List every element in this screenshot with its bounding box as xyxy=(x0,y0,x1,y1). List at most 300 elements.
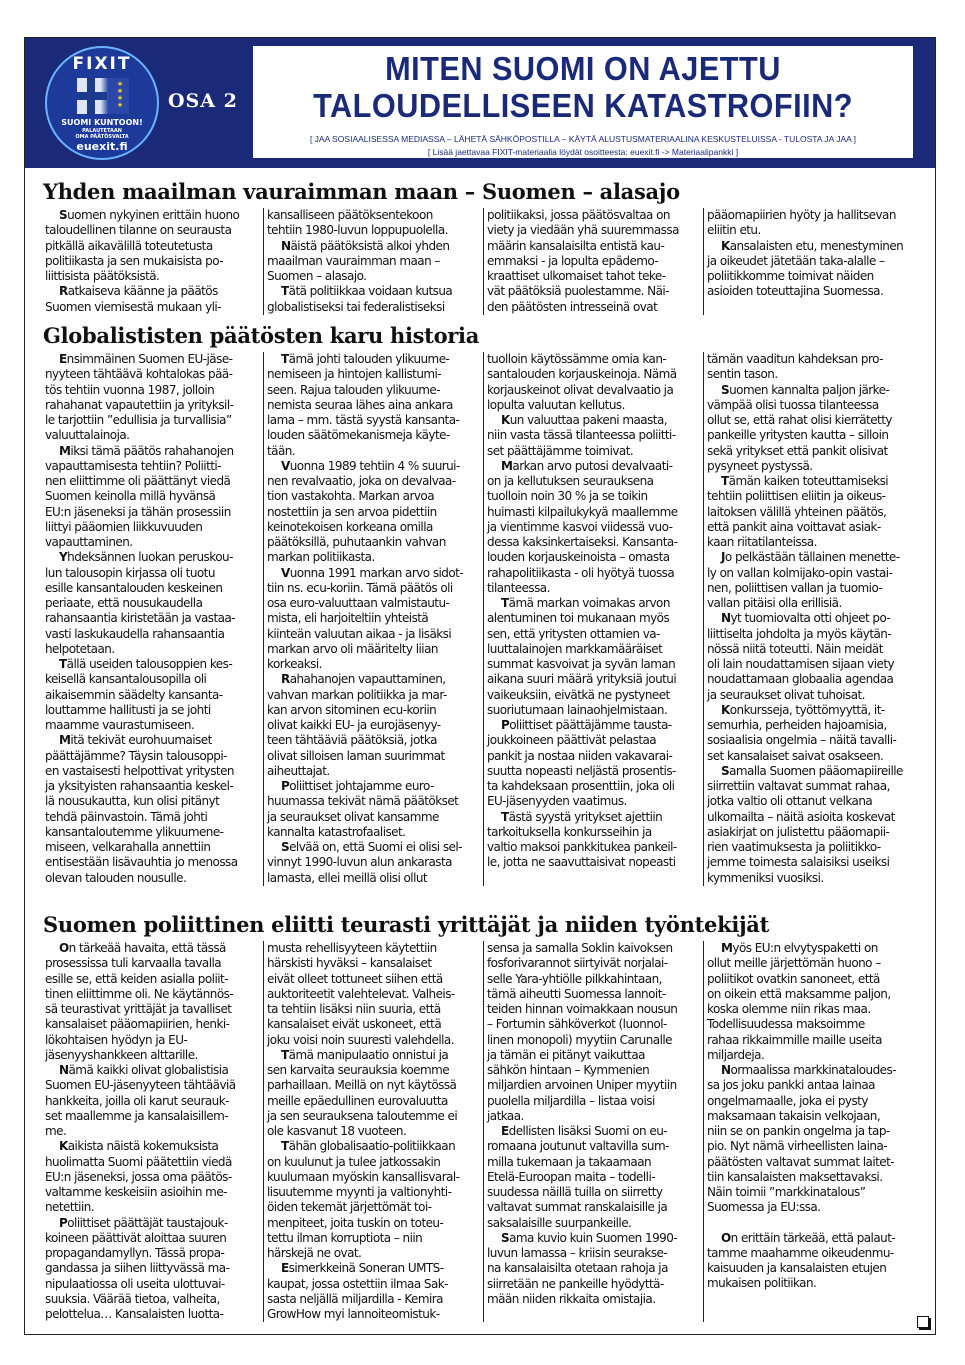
paragraph-line: nen eliittimme oli päättänyt viedä xyxy=(45,474,231,488)
paragraph-line: suudessa näillä tuilla on siirretty xyxy=(487,1185,663,1199)
paragraph-line: Sama kuvio kuin Suomen 1990- xyxy=(501,1230,678,1245)
paragraph-line: valtavat summat ranskalaisille ja xyxy=(487,1200,668,1215)
paragraph-line: Suomen kannalta paljon järke- xyxy=(721,382,890,397)
paragraph-line: nemista seuraa lähes aina ankara xyxy=(267,397,453,412)
paragraph-line: gandassa ja siihen liittyvässä ma- xyxy=(45,1261,230,1276)
paragraph-line: eivät olleet tottuneet siihen että xyxy=(267,971,443,986)
paragraph-line: EU:n jäseneksi ja tähän prosessiin xyxy=(45,504,231,519)
paragraph-line: Suomen nykyinen erittäin huono xyxy=(59,208,240,222)
paragraph-line: suuksia. Väärää tietoa, valheita, xyxy=(45,1291,220,1306)
paragraph-line: summat kasvoivat ja syvän laman xyxy=(487,657,676,671)
paragraph-line: tehdä päinvastoin. Tämä johti xyxy=(45,809,208,824)
paragraph-line: keinotekoisen korkeana omilla xyxy=(267,519,433,534)
paragraph-line: härskejä ne ovat. xyxy=(267,1246,362,1260)
paragraph-line: Rahahanojen vapauttaminen, xyxy=(281,672,446,687)
paragraph-line: louden korjauskeinoista – omasta xyxy=(487,550,670,565)
paragraph-line: nostettiin ja sen arvoa pidettiin xyxy=(267,504,437,519)
paragraph-line: valtamme keskeisiin asioihin me- xyxy=(45,1185,227,1199)
paragraph-line: On tärkeää havaita, että tässä xyxy=(59,941,226,955)
paragraph-line: sekä yritykset että pankit olisivat xyxy=(707,443,888,458)
paragraph-line: sen, että yritysten ottamien va- xyxy=(487,626,660,641)
paragraph-line: tiin kansalaisten maksettavaksi. xyxy=(707,1169,883,1184)
logo-url: euexit.fi xyxy=(76,140,128,153)
paragraph-line: jemme toimesta salaisiksi useiksi xyxy=(707,855,890,870)
paragraph-line: Vuonna 1991 markan arvo sidot- xyxy=(281,565,464,580)
paragraph-line: vät päätöksiä puolestamme. Näi- xyxy=(487,284,669,299)
paragraph-line: tämän vaaditun kahdeksan pro- xyxy=(707,352,883,366)
paragraph-line: louden säätömekanismeja käyte- xyxy=(267,428,450,443)
article-column-3 xyxy=(483,208,703,315)
paragraph-line: parhaillaan. Meillä on nyt käytössä xyxy=(267,1078,457,1093)
paragraph-line: ja tämän ei pitänyt vaikuttaa xyxy=(487,1047,645,1062)
paragraph-line: vallan pitäisi olla erillisiä. xyxy=(707,596,842,610)
article-columns xyxy=(43,941,923,1322)
paragraph-line: valuuttalainoja. xyxy=(45,428,130,443)
paragraph-line: kaupat, jossa ostettiin ilmaa Sak- xyxy=(267,1276,448,1291)
paragraph-line: Ratkaiseva käänne ja päätös xyxy=(59,284,218,299)
paragraph-line: aiheuttajat. xyxy=(267,763,330,778)
paragraph-line: vahvan markan politiikka ja mar- xyxy=(267,687,447,702)
paragraph-line: prosessissa tuli karvaalla tavalla xyxy=(45,956,222,971)
paragraph-line: Poliittiset päättäjät taustajouk- xyxy=(59,1215,228,1230)
paragraph-line: tehtiin poliittisen eliitin ja oikeus- xyxy=(707,489,886,504)
paragraph-line: sa jos joku pankki antaa lainaa xyxy=(707,1078,875,1093)
paragraph-line: nen, poliittisen vallan ja tuomio- xyxy=(707,580,883,595)
section-alasajo xyxy=(43,179,923,314)
paragraph-line: nössä niitä toteutti. Näin meidät xyxy=(707,641,883,656)
paragraph-line: emmaksi - ja lopulta epädemo- xyxy=(487,253,659,268)
section-heading: Yhden maailman vauraimman maan – Suomen – alasajo xyxy=(43,179,680,204)
paragraph-line: olevan talouden nousulle. xyxy=(45,870,187,885)
paragraph-line: Poliittiset johtajamme euro- xyxy=(281,779,434,793)
article-column-4 xyxy=(703,208,923,315)
paragraph-line: vasti laskukaudella rahansaantia xyxy=(45,626,225,641)
paragraph-line: ta tehtiin lisäksi niin suuria, että xyxy=(267,1002,441,1016)
paragraph-line: EU-jäsenyyden vaatimus. xyxy=(487,794,627,809)
paragraph-line: linen monopoli) myytiin Carunalle xyxy=(487,1032,672,1047)
paragraph-line: set kansalaiset saivat osakseen. xyxy=(707,748,884,763)
paragraph-line: alentuminen toi mukanaan myös xyxy=(487,611,670,626)
paragraph-line: ja sen seurauksena taloutemme ei xyxy=(267,1108,458,1123)
paragraph-line: luvun lamassa – kriisin seurakse- xyxy=(487,1246,668,1260)
paragraph-line: romaana joutunut valtavilla sum- xyxy=(487,1139,669,1154)
paragraph-line: että pankit aina voittavat asiak- xyxy=(707,519,881,534)
paragraph-line: lopulta valuutan kellutus. xyxy=(487,397,625,412)
article-column-1 xyxy=(43,208,263,315)
paragraph-line: markan arvo oli määritelty liian xyxy=(267,641,438,656)
paragraph-line: oli lain noudattamisen sijaan viety xyxy=(707,657,895,671)
page-title xyxy=(276,50,890,124)
paragraph-line: Samalla Suomen pääomapiireille xyxy=(721,763,903,778)
paragraph-line: tettu ilman korruptiota – niin xyxy=(267,1230,423,1245)
title-line-2: TALOUDELLISEEN KATASTROFIIN? xyxy=(313,87,853,124)
paragraph-line: sosiaalisia ongelmia – näitä tavalli- xyxy=(707,733,897,748)
end-of-article-icon xyxy=(917,1316,929,1328)
paragraph-line: meille epäedullinen eurovaluutta xyxy=(267,1093,448,1108)
title-line-1: MITEN SUOMI ON AJETTU xyxy=(385,50,781,87)
paragraph-line: kiinteän valuutan aikaa - ja lisäksi xyxy=(267,626,452,641)
paragraph-line: esille se, että keiden asialla poliit- xyxy=(45,971,228,986)
paragraph-line: rien vaatimuksesta ja poliitikko- xyxy=(707,840,881,854)
paragraph-line: siirretään ne pankeille hyödyttä- xyxy=(487,1276,664,1291)
paragraph-line: teiden hinnan voimakkaan nousun xyxy=(487,1002,678,1016)
paragraph-line: tehtiin 1980-luvun loppupuolella. xyxy=(267,223,448,238)
paragraph-line: propagandamyllyn. Tässä propa- xyxy=(45,1246,225,1260)
logo-tagline-1: PALAUTETAAN xyxy=(82,128,122,134)
paragraph-line: ulkomailta – näitä asioita koskevat xyxy=(707,809,895,824)
paragraph-line: ongelmamaalle, joka ei pysty xyxy=(707,1093,868,1108)
paragraph-line: mista, eli harjoiteltiin yhteistä xyxy=(267,611,429,626)
article-column-1 xyxy=(43,352,263,886)
article-column-2 xyxy=(263,352,483,886)
paragraph-line: joukkoineen päättivät pelastaa xyxy=(487,733,657,748)
paragraph-line: – Fortumin sähköverkot (luonnol- xyxy=(487,1017,667,1032)
paragraph-line: musta rehellisyyteen käytettiin xyxy=(267,941,437,955)
paragraph-line: markan politiikasta. xyxy=(267,550,375,565)
section-eliitti xyxy=(43,912,923,1332)
paragraph-line: Normaalissa markkinataloudes- xyxy=(721,1063,896,1077)
paragraph-line: aikana suuri määrä yrityksiä joutui xyxy=(487,672,677,687)
paragraph-line: Tästä syystä yritykset ajettiin xyxy=(501,809,663,824)
paragraph-line: pitkällä aikavälillä toteutetusta xyxy=(45,238,213,253)
paragraph-line: Suomen keinolla millä hyvänsä xyxy=(45,489,216,504)
article-column-1 xyxy=(43,941,263,1322)
paragraph-line: milla tukemaan ja takaamaan xyxy=(487,1154,652,1169)
paragraph-line: Nyt tuomiovalta otti ohjeet po- xyxy=(721,611,891,626)
paragraph-line: kaan riitatilanteissa. xyxy=(707,535,817,549)
paragraph-line: Tällä useiden talousoppien kes- xyxy=(59,657,233,671)
paragraph-line: santalouden korjauskeinoja. Nämä xyxy=(487,367,677,382)
paragraph-line: Markan arvo putosi devalvaati- xyxy=(501,458,673,473)
paragraph-line: Myös EU:n elvytyspaketti on xyxy=(721,941,878,955)
paragraph-line: globalistiseksi tai federalistiseksi xyxy=(267,299,445,314)
paragraph-line: pio. Nyt nämä virheellisten laina- xyxy=(707,1139,888,1154)
paragraph-line: asioiden toteuttajina Suomessa. xyxy=(707,284,884,299)
paragraph-line: me. xyxy=(45,1124,67,1138)
header-banner xyxy=(25,38,935,168)
paragraph-line: on kuulunut ja tulee jatkossakin xyxy=(267,1154,441,1169)
paragraph-line: korkeaksi. xyxy=(267,657,322,671)
paragraph-line: ly on vallan kolmijako-opin vastai- xyxy=(707,565,893,580)
paragraph-line: liittisista päätöksistä. xyxy=(45,269,160,283)
paragraph-line: huumassa tekivät nämä päätökset xyxy=(267,794,459,809)
eu-stars-icon: ★ ★ ★ ★ xyxy=(116,80,124,109)
article-column-3 xyxy=(483,352,703,886)
paragraph-line: fosforivarannot siirtyivät norjalai- xyxy=(487,956,668,971)
paragraph-line: mukaisen politiikan. xyxy=(707,1276,817,1291)
paragraph-line: Etelä-Euroopan maita – todelli- xyxy=(487,1169,656,1184)
paragraph-line: Näistä päätöksistä alkoi yhden xyxy=(281,238,450,253)
paragraph-line: Vuonna 1989 tehtiin 4 % suurui- xyxy=(281,458,460,473)
paragraph-line: suoriutumaan lainaohjelmistaan. xyxy=(487,702,668,717)
paragraph-line: vinnyt 1990-luvun alun ankarasta xyxy=(267,855,452,870)
paragraph-line: kraattiset ulkomaiset tahot teke- xyxy=(487,269,666,283)
paragraph-line: tiin ns. ecu-koriin. Tämä päätös oli xyxy=(267,580,453,595)
paragraph-line: Suomessa ja EU:ssa. xyxy=(707,1200,821,1215)
paragraph-line: maailman vauraimman maan – xyxy=(267,253,440,268)
paragraph-line: kansalaiset pääomapiirien, henki- xyxy=(45,1017,230,1032)
paragraph-line: rahapolitiikasta - oli hyötyä tuossa xyxy=(487,565,675,580)
paragraph-line: Tämä johti talouden ylikuume- xyxy=(281,352,450,366)
article-column-2 xyxy=(263,941,483,1322)
paragraph-line: tion vastakohta. Markan arvoa xyxy=(267,489,435,504)
paragraph-line: ja seuraukset olivat kansamme xyxy=(267,809,439,824)
paragraph-line: miljardeja. xyxy=(707,1047,765,1062)
paragraph-line: Tämä manipulaatio onnistui ja xyxy=(281,1047,449,1062)
paragraph-line: Konkursseja, työttömyyttä, it- xyxy=(721,702,885,717)
paragraph-line: periaate, että nousukaudella xyxy=(45,596,203,610)
paragraph-line: Miksi tämä päätös rahahanojen xyxy=(59,443,234,458)
paragraph-line: semurhia, perheiden hajoamisia, xyxy=(707,718,887,732)
paragraph-line: Tämän kaiken toteuttamiseksi xyxy=(721,474,889,488)
paragraph-line: ja oikeudet jätetään taka-alalle – xyxy=(707,253,885,268)
paragraph-line: liittyi pääomien liikkuvuuden xyxy=(45,519,203,534)
paragraph-line: miseen, velkarahalla annettiin xyxy=(45,840,211,854)
share-instructions: [ JAA SOSIAALISESSA MEDIASSA – LÄHETÄ SÄHKÖPOSTILLA – KÄYTÄ ALUSTUSMATERIAALINA KESKUSTELUISSA - TULOSTA JA JAA ] xyxy=(309,134,857,144)
paragraph-line: kansantaloutemme ylikuumene- xyxy=(45,824,224,839)
paragraph-line: liittiselta johdolta ja myös käytän- xyxy=(707,626,892,641)
paragraph-line: kaisuuden ja kansalaisten etujen xyxy=(707,1261,887,1275)
paragraph-line: ollut meille järjettömän huono – xyxy=(707,956,881,971)
paragraph-line: tuolloin noin 30 % ja se toikin xyxy=(487,489,648,504)
paragraph-line: maamme vaurastumiseen. xyxy=(45,718,195,732)
paragraph-line: jatkaa. xyxy=(487,1108,524,1123)
paragraph-line: määrin kansalaisilta entistä kau- xyxy=(487,238,665,253)
paragraph-line: kuulumaan myöskin kansallisvaral- xyxy=(267,1169,460,1184)
paragraph-line: luuttalainojen markkamääräiset xyxy=(487,641,663,656)
paragraph-line: pankit ja nostaa niiden vakavarai- xyxy=(487,748,673,763)
paragraph-line: lama – mm. tästä syystä kansanta- xyxy=(267,413,460,427)
paragraph-line: den päätösten intresseinä ovat xyxy=(487,299,658,314)
paragraph-line: na kansalaisilta otetaan rahoja ja xyxy=(487,1261,668,1276)
paragraph-line: koska olemme niin rikas maa. xyxy=(707,1002,871,1016)
paragraph-line: kansalaiset eivät uskoneet, että xyxy=(267,1017,442,1032)
section-heading: Suomen poliittinen eliitti teurasti yrittäjät ja niiden työntekijät xyxy=(43,912,770,937)
paragraph-line: eliitin etu. xyxy=(707,223,761,238)
paragraph-line: politiikaksi, jossa päätösvaltaa on xyxy=(487,208,670,222)
paragraph-line: seen. Rajua talouden ylikuume- xyxy=(267,382,441,397)
paragraph-line: lun talousopin kirjassa oli tuotu xyxy=(45,565,215,580)
paragraph-line: pysyneet pystyssä. xyxy=(707,458,813,473)
paragraph-line: olivat silloisen laman suurimmat xyxy=(267,748,445,763)
paragraph-line: valtio maksoi pankkitukea pankeil- xyxy=(487,840,677,854)
paragraph-line: joku voisi noin suuresti valehdella. xyxy=(267,1032,454,1047)
paragraph-line: sasta neljällä miljardilla - Kemira xyxy=(267,1291,443,1306)
paragraph-line: auktoriteetit valehtelevat. Valheis- xyxy=(267,986,455,1001)
paragraph-line: ta kahdeksaan prosenttiin, joka oli xyxy=(487,779,675,793)
paragraph-line: Suomen – alasajo. xyxy=(267,269,367,283)
paragraph-line: nipulaatiossa oli useita ulottuvai- xyxy=(45,1276,225,1291)
article-columns xyxy=(43,208,923,315)
paragraph-line: rahahanat vapautettiin ja yrityksil- xyxy=(45,397,234,412)
paragraph-line: le, jotta ne saavuttaisivat nopeasti xyxy=(487,855,676,870)
paragraph-line: sen karvaita seurauksia koemme xyxy=(267,1063,450,1077)
paragraph-line: aikaisemmin säädelty kansanta- xyxy=(45,687,223,702)
paragraph-line: huimasti kilpailukykyä maallemme xyxy=(487,504,678,519)
paragraph-line: tämä aiheutti Suomessa lannoit- xyxy=(487,986,666,1001)
paragraph-line: lökohtaisen hyödyn ja EU- xyxy=(45,1032,188,1047)
paragraph-line: Edellisten lisäksi Suomi on eu- xyxy=(501,1124,668,1138)
paragraph-line: Tätä politiikkaa voidaan kutsua xyxy=(281,284,453,299)
part-label: OSA 2 xyxy=(168,90,238,112)
paragraph-line: Selvää on, että Suomi ei olisi sel- xyxy=(281,840,462,854)
paragraph-line: Suomen EU-jäsenyyteen tähtääviä xyxy=(45,1078,236,1093)
paragraph-line: päätöksillä, puhutaankin vahvan xyxy=(267,535,446,549)
paragraph-line: Esimerkkeinä Soneran UMTS- xyxy=(281,1261,444,1276)
paragraph-line: ollut se, että rahat olisi kierrätetty xyxy=(707,413,892,427)
paragraph-line: kymmeniksi vuosiksi. xyxy=(707,870,824,885)
paragraph-line: louttamme hallitusti ja se johti xyxy=(45,702,211,717)
paragraph-line: nemiseen ja hintojen kallistumi- xyxy=(267,367,442,382)
paragraph-line: Tähän globalisaatio-politiikkaan xyxy=(281,1139,456,1154)
section-heading: Globalististen päätösten karu historia xyxy=(43,323,480,348)
paragraph-line: Kaikista näistä kokemuksista xyxy=(59,1139,219,1154)
paragraph-line: pelottelua… Kansalaisten luotta- xyxy=(45,1307,224,1321)
paragraph-line: sentin tason. xyxy=(707,367,778,382)
paragraph-line: asiakirjat on julistettu pääomapii- xyxy=(707,824,890,839)
paragraph-line: noudattamaan globaalia agendaa xyxy=(707,672,894,687)
paragraph-line: tamme maahamme oikeudenmu- xyxy=(707,1245,894,1260)
paragraph-line: puolella miljardilla – listaa voisi xyxy=(487,1093,655,1108)
paragraph-line: Todellisuudessa maksoimme xyxy=(707,1017,865,1032)
paragraph-line: Tämä markan voimakas arvon xyxy=(501,596,670,610)
paragraph-line: netettiin. xyxy=(45,1200,95,1215)
paragraph-line: lä nousukautta, kun olisi pitänyt xyxy=(45,794,220,809)
paragraph-line: tös tehtiin vuonna 1987, jolloin xyxy=(45,382,215,397)
paragraph-line: Ensimmäinen Suomen EU-jäse- xyxy=(59,352,233,366)
paragraph-line: Näin toimii ”markkinatalous” xyxy=(707,1185,866,1199)
paragraph-line: öiden tekemät järjettömät toi- xyxy=(267,1200,432,1215)
title-box xyxy=(253,46,913,158)
paragraph-line: politiikasta ja sen mukaisista po- xyxy=(45,253,224,268)
paragraph-line: mään niiden rikkaita omistajia. xyxy=(487,1291,656,1306)
paragraph-line: siirrettiin valtavat summat rahaa, xyxy=(707,779,890,793)
paragraph-line: tarkoituksella konkursseihin ja xyxy=(487,824,652,839)
paragraph-line: kannalta katastrofaaliset. xyxy=(267,824,406,839)
document-page xyxy=(24,37,936,1335)
logo-tagline xyxy=(47,128,157,140)
paragraph-line: niin se on pankin ongelma ja tap- xyxy=(707,1124,890,1138)
article-column-3 xyxy=(483,941,703,1322)
paragraph-line: On erittäin tärkeää, että palaut- xyxy=(721,1230,896,1245)
paragraph-line: sähkön hintaan – Kymmenien xyxy=(487,1063,650,1077)
paragraph-line: ja yksityisten rahansaantia keskel- xyxy=(45,779,234,793)
paragraph-line: tilanteessa. xyxy=(487,580,550,595)
paragraph-line: vapauttamisesta tehtiin? Poliitti- xyxy=(45,458,221,473)
paragraph-line: sensa ja samalla Soklin kaivoksen xyxy=(487,941,673,955)
paragraph-line: lamasta, ellei meillä olisi ollut xyxy=(267,870,428,885)
paragraph-line: ja vientimme kasvoi viidessä vuo- xyxy=(487,519,673,534)
paragraph-line: Nämä kaikki olivat globalistisia xyxy=(59,1063,229,1077)
paragraph-line: miljardien arvoinen Uniper myytiin xyxy=(487,1078,677,1093)
paragraph-line: Poliittiset päättäjämme tausta- xyxy=(501,718,672,732)
paragraph-line: GrowHow myi lannoiteomistuk- xyxy=(267,1307,440,1321)
paragraph-line: EU:n jäseneksi, jossa oma päätös- xyxy=(45,1169,232,1184)
paragraph-line: le tarjottiin ”edullisia ja turvallisia” xyxy=(45,413,232,427)
paragraph-line: nyyteen tähtäävä kohtalokas pää- xyxy=(45,367,233,382)
paragraph-line: tään. xyxy=(267,443,296,458)
paragraph-line: pääomapiirien hyöty ja hallitsevan xyxy=(707,208,896,222)
paragraph-line: laitoksen välillä yhteinen päätös, xyxy=(707,504,887,519)
section-historia xyxy=(43,323,923,893)
paragraph-line: poliitikot ovatkin sanoneet, että xyxy=(707,971,880,986)
paragraph-line: hankkeita, joilla oli karut seurauk- xyxy=(45,1093,229,1108)
paragraph-line: jäsenyyshankkeen alttarille. xyxy=(45,1047,198,1062)
paragraph-line: nen revalvaatio, joka on devalvaa- xyxy=(267,474,456,488)
paragraph-line: saksalaisille suurpankeille. xyxy=(487,1215,632,1230)
paragraph-line: rahansaantia kiristetään ja vastaa- xyxy=(45,611,236,626)
paragraph-line: päättäjämme? Täysin talousoppi- xyxy=(45,748,227,763)
paragraph-line: selle Yara-yhtiölle pilkkahintaan, xyxy=(487,971,662,986)
paragraph-line: vaikeuksiin, eivätkä ne pystyneet xyxy=(487,687,670,702)
paragraph-line: Jo pelkästään tällainen menette- xyxy=(721,550,900,565)
paragraph-line: teen tähtääviä päätöksiä, jotka xyxy=(267,733,437,748)
logo-tagline-2: OMA PÄÄTÖSVALTA xyxy=(75,134,129,140)
paragraph-line: sä teurastivat yrittäjät ja tavalliset xyxy=(45,1002,232,1016)
paragraph-line: dessa kaksinkertaiseksi. Kansanta- xyxy=(487,535,678,549)
paragraph-line: ja seuraukset olivat tuhoisat. xyxy=(707,687,865,702)
paragraph-line: vämpää olisi tuossa tilanteessa xyxy=(707,397,879,412)
paragraph-line: kansalliseen päätöksentekoon xyxy=(267,208,433,222)
logo-fixit-text: FIXIT xyxy=(72,54,132,74)
paragraph-line: poliitikkomme toimivat näiden xyxy=(707,269,874,283)
paragraph-line: esille kansantalouden keskeinen xyxy=(45,580,223,595)
article-columns xyxy=(43,352,923,886)
paragraph-line: niin vasta tässä tilanteessa poliitti- xyxy=(487,428,676,443)
paragraph-line: en vastaisesti helpottivat yritysten xyxy=(45,763,234,778)
paragraph-line: maksamaan takaisin velkojaan, xyxy=(707,1108,881,1123)
paragraph-line: suutta nopeasti neljästä prosentis- xyxy=(487,763,676,778)
paragraph-line: jotka valtio oli ottanut velkana xyxy=(707,794,873,809)
material-bank-note: [ Lisää jaettavaa FIXIT-materiaalia löydät osoitteesta: euexit.fi -> Materiaalipankki ] xyxy=(427,147,739,157)
paragraph-line: Yhdeksännen luokan peruskou- xyxy=(59,550,233,565)
paragraph-line: taloudellinen tilanne on seurausta xyxy=(45,223,232,238)
paragraph-line: helpotetaan. xyxy=(45,641,115,656)
paragraph-line: ole kasvanut 18 vuoteen. xyxy=(267,1124,407,1138)
paragraph-line: entisestään lisävauhtia jo menossa xyxy=(45,855,238,870)
paragraph-line: Suomen viemisestä mukaan yli- xyxy=(45,299,221,314)
paragraph-line: set päättäjämme toimivat. xyxy=(487,443,634,458)
paragraph-line: menpiteet, joita tuskin on toteu- xyxy=(267,1215,444,1230)
paragraph-line: osa euro-valuuttaan valmistautu- xyxy=(267,596,450,610)
paragraph-line: Kansalaisten etu, menestyminen xyxy=(721,238,904,253)
paragraph-line: pankeille yritysten kautta – silloin xyxy=(707,428,889,443)
paragraph-line: tuolloin käytössämme omia kan- xyxy=(487,352,667,366)
article-column-4 xyxy=(703,941,923,1322)
paragraph-line: härskisti hyväksi – kansalaiset xyxy=(267,956,432,971)
paragraph-line: korjauskeinot olivat devalvaatio ja xyxy=(487,382,674,397)
paragraph-line: kan arvon sitominen ecu-koriin xyxy=(267,702,437,717)
paragraph-line: huolimatta Suomi päätettiin viedä xyxy=(45,1154,232,1169)
paragraph-line: koineen päättivät aloittaa suuren xyxy=(45,1230,227,1245)
paragraph-line: rahaa rikkaimmille maille useita xyxy=(707,1032,882,1047)
article-column-4 xyxy=(703,352,923,886)
paragraph-line: tinen eliittimme oli. Ne käytännös- xyxy=(45,986,234,1001)
paragraph-line: set maallemme ja kansalaisillem- xyxy=(45,1108,229,1123)
paragraph-line: viety ja viedään yhä suuremmassa xyxy=(487,223,679,238)
article-column-2 xyxy=(263,208,483,315)
finland-eu-flag-icon xyxy=(77,78,129,114)
paragraph-line: päätösten valtavat summat laitet- xyxy=(707,1154,895,1169)
fixit-logo xyxy=(45,46,159,160)
paragraph-line: on ja kellutuksen seurauksena xyxy=(487,474,654,488)
paragraph-line: on oikein että maksamme paljon, xyxy=(707,986,891,1001)
paragraph-line: Mitä tekivät eurohuumaiset xyxy=(59,733,212,748)
paragraph-line: keisellä kansantalousopilla oli xyxy=(45,672,207,687)
paragraph-line: olivat kaikki EU- ja eurojäsenyy- xyxy=(267,718,441,732)
logo-slogan: SUOMI KUNTOON! xyxy=(61,118,143,127)
paragraph-line: vapauttaminen. xyxy=(45,535,133,549)
